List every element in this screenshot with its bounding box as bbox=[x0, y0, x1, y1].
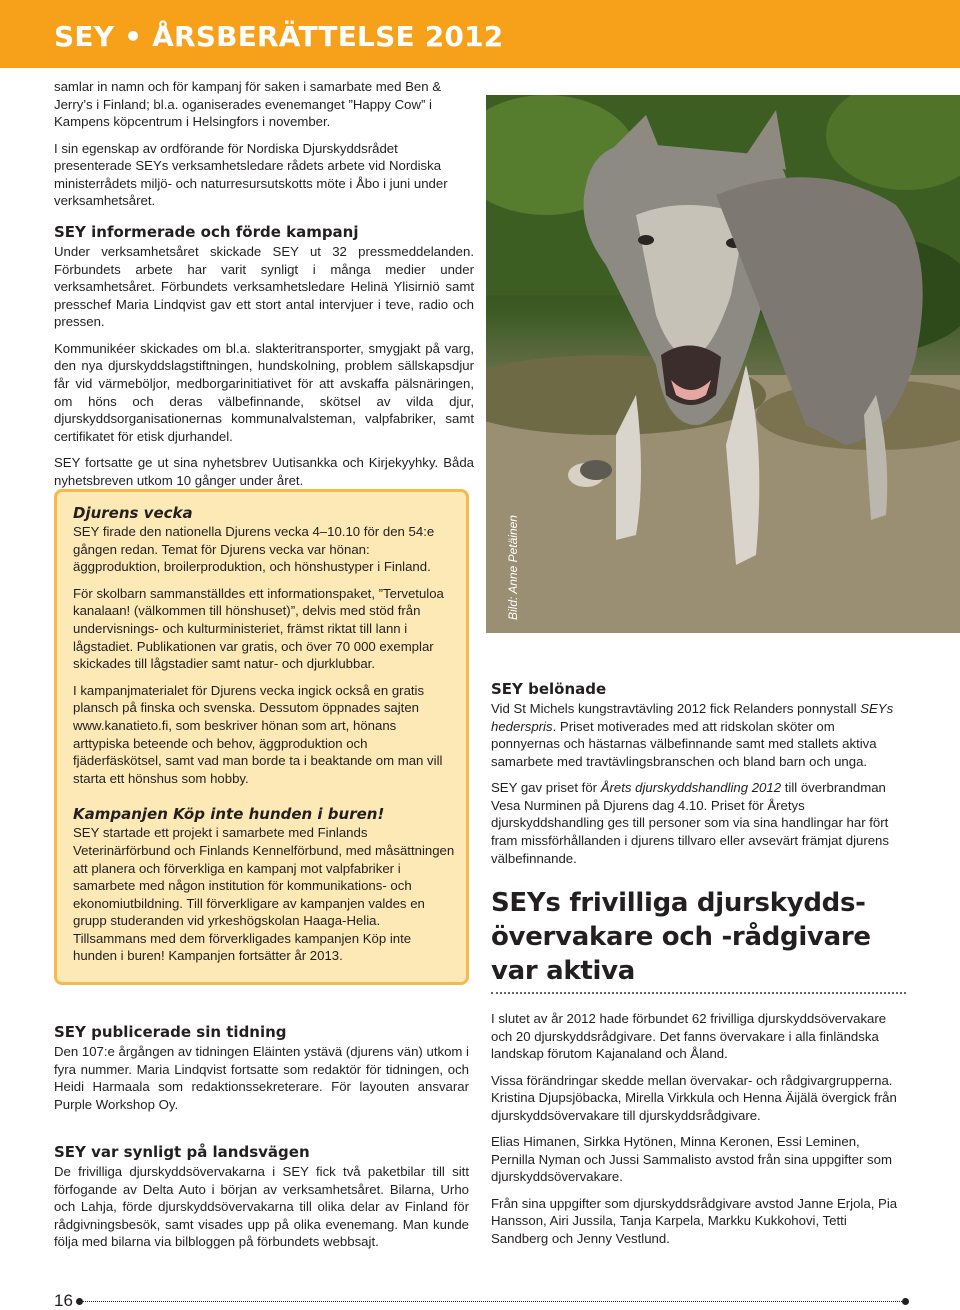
dotted-divider bbox=[491, 992, 906, 994]
informerade-paragraph-1: Under verksamhetsåret skickade SEY ut 32 pressmeddelanden. Förbundets arbete har varit synligt i många medier under verksamhetsåret. Förbundets verksamhetsledare Helinä Ylisirniö samt presschef Maria Lindqvist gav ett stort antal intervjuer i teve, radio och pressen. bbox=[54, 244, 474, 330]
belonade-section bbox=[491, 679, 906, 876]
frivilliga-paragraph-1: I slutet av år 2012 hade förbundet 62 frivilliga djurskyddsövervakare och 20 djurskyddsrådgivare. Det fanns övervakare i alla finländska landskap förutom Kajanaland och Åland. bbox=[491, 1011, 887, 1062]
intro-paragraph-1: samlar in namn och för kampanj för saken i samarbate med Ben & Jerry’s i Finland; bl.a. oganiserades evenemanget ”Happy Cow” i Kampens köpcentrum i Helsingfors i november. bbox=[54, 79, 442, 130]
informerade-heading: SEY informerade och förde kampanj bbox=[54, 223, 359, 241]
footer-dot-right bbox=[902, 1298, 909, 1305]
belonade-p1-emphasis: SEYs hederspris bbox=[491, 701, 894, 734]
tidning-section bbox=[54, 1022, 469, 1122]
frivilliga-paragraph-2: Vissa förändringar skedde mellan övervakar- och rådgivargrupperna. Kristina Djupsjöbacka, Mirella Virkkula och Henna Äijälä övergick från djurskyddsövervakare till djurskyddsrådgivare. bbox=[491, 1072, 897, 1123]
belonade-paragraph-1 bbox=[491, 700, 906, 770]
landsvagen-heading: SEY var synligt på landsvägen bbox=[54, 1143, 310, 1161]
landsvagen-section bbox=[54, 1142, 469, 1260]
informerade-section bbox=[54, 222, 474, 498]
tidning-heading: SEY publicerade sin tidning bbox=[54, 1023, 287, 1041]
frivilliga-section bbox=[491, 1010, 906, 1256]
belonade-p2-emphasis: Årets djurskyddshandling 2012 bbox=[600, 780, 782, 796]
djurens-vecka-box bbox=[54, 489, 469, 985]
page-number: 16 bbox=[54, 1291, 73, 1310]
frivilliga-paragraph-4: Från sina uppgifter som djurskyddsrådgivare avstod Janne Erjola, Pia Hansson, Airi Jussila, Tanja Karpela, Markku Kukkohovi, Tetti Sandberg och Jenny Vestlund. bbox=[491, 1195, 898, 1246]
page-title: SEY • ÅRSBERÄTTELSE 2012 bbox=[54, 20, 504, 53]
box-paragraph-3: I kampanjmaterialet för Djurens vecka ingick också en gratis plansch på finska och svenska. Dessutom öppnades sajten www.kanatieto.fi, som beskriver hönan som art, hönans arttypiska beteende och behov, äggproduktion och fjäderfäskötsel, samt vad man borde ta i beaktande om man vill starta ett hönshus som hobby. bbox=[73, 682, 443, 786]
landsvagen-paragraph-1: De frivilliga djurskyddsövervakarna i SEY fick två paketbilar till sitt förfogande av Delta Auto i början av verksamhetsåret. Bilarna, Urho och Lahja, förde djurskyddsövervakarna till olika delar av Finland för rådgivningsbesök, samt visades upp på olika evenemang. Man kunde följa med bilarna via bilbloggen på förbundets webbsajt. bbox=[54, 1164, 469, 1250]
header-bar bbox=[0, 0, 960, 68]
djurens-vecka-heading: Djurens vecka bbox=[73, 504, 193, 522]
intro-paragraph-2: I sin egenskap av ordförande för Nordiska Djurskyddsrådet presenterade SEYs verksamhetsledare rådets arbete vid Nordiska ministerrådets miljö- och naturresursutskotts möte i Åbo i juni under verksamhetsåret. bbox=[54, 140, 448, 209]
frivilliga-paragraph-3: Elias Himanen, Sirkka Hytönen, Minna Keronen, Essi Leminen, Pernilla Nyman och Jussi Sammalisto avstod från sina uppgifter som djurskyddsövervakare. bbox=[491, 1134, 892, 1185]
frivilliga-heading: SEYs frivilliga djurskydds- övervakare och -rådgivare var aktiva bbox=[491, 888, 871, 986]
wolf-photo bbox=[486, 95, 960, 633]
box-paragraph-1: SEY firade den nationella Djurens vecka 4–10.10 för den 54:e gången redan. Temat för Djurens vecka var hönan: äggproduktion, broilerproduktion, och hönshustyper i Finland. bbox=[73, 524, 435, 575]
box-paragraph-4: SEY startade ett projekt i samarbete med Finlands Veterinärförbund och Finlands Kennelförbund, med måsättningen att planera och förverkliga en kampanj mot valpfabriker i samarbete med någon institution för kommunikations- och ekonomiutbildning. Till förverkligare av kampanjen valdes en grupp studeranden vid yrkeshögskolan Haaga-Helia. Tillsammans med dem förverkligades kampanjen Köp inte hunden i buren! Kampanjen fortsätter år 2013. bbox=[73, 825, 455, 964]
intro-section bbox=[54, 78, 474, 219]
box-paragraph-2: För skolbarn sammanställdes ett informationspaket, ”Tervetuloa kanalaan! (välkommen till hönshuset)”, delvis med stöd från undervisnings- och kulturministeriet, främst riktat till lann i lågstadiet. Publikationen var gratis, och över 70 000 exemplar skickades till lågstadier samt natur- och djurklubbar. bbox=[73, 585, 444, 672]
kampanjen-heading: Kampanjen Köp inte hunden i buren! bbox=[73, 805, 385, 824]
informerade-paragraph-3: SEY fortsatte ge ut sina nyhetsbrev Uutisankka och Kirjekyyhky. Båda nyhetsbreven utkom 10 gånger under året. bbox=[54, 455, 474, 488]
belonade-p2-text-b: till överbrandman Vesa Nurminen på Djurens dag 4.10. Priset för Åretys djurskyddshandling ges till personer som via sina handlingar har fört fram missförhållanden i djurens tillvaro eller avsevärt främjat djurens välbefinnande. bbox=[491, 780, 889, 866]
belonade-p2-text-a: SEY gav priset för bbox=[491, 780, 601, 796]
photo-credit: Bild: Anne Petäinen bbox=[506, 515, 520, 620]
page-footer bbox=[54, 1291, 908, 1310]
belonade-heading: SEY belönade bbox=[491, 680, 607, 698]
footer-dotted-line bbox=[80, 1301, 906, 1302]
belonade-p1-text-b: . Priset motiverades med att ridskolan sköter om ponnyernas och hästarnas välbefinnande samt med stallets aktiva samarbete med travtävlingsbranschen och bland barn och unga. bbox=[491, 718, 877, 769]
belonade-paragraph-2 bbox=[491, 779, 906, 867]
informerade-paragraph-2: Kommunikéer skickades om bl.a. slakteritransporter, smygjakt på varg, den nya djurskyddslagstiftningen, hundskolning, problem sällskapsdjur får vid värmeböljor, medborgarinitiativet för att avskaffa pälsnäringen, om höns och deras välbefinnande, skötsel av vilda djur, djurskyddsorganisationernas kommunalvalsteman, valpfabriker, samt certifikatet för etisk djurhandel. bbox=[54, 340, 474, 444]
tidning-paragraph-1: Den 107:e årgången av tidningen Eläinten ystävä (djurens vän) utkom i fyra nummer. Maria Lindqvist fortsatte som redaktör för tidningen, och Heidi Harmaala som redaktionssekreterare. För layouten ansvarar Purple Workshop Oy. bbox=[54, 1044, 469, 1112]
wolf-illustration bbox=[486, 95, 960, 633]
belonade-p1-text-a: Vid St Michels kungstravtävling 2012 fick Relanders ponnystall bbox=[491, 701, 861, 716]
